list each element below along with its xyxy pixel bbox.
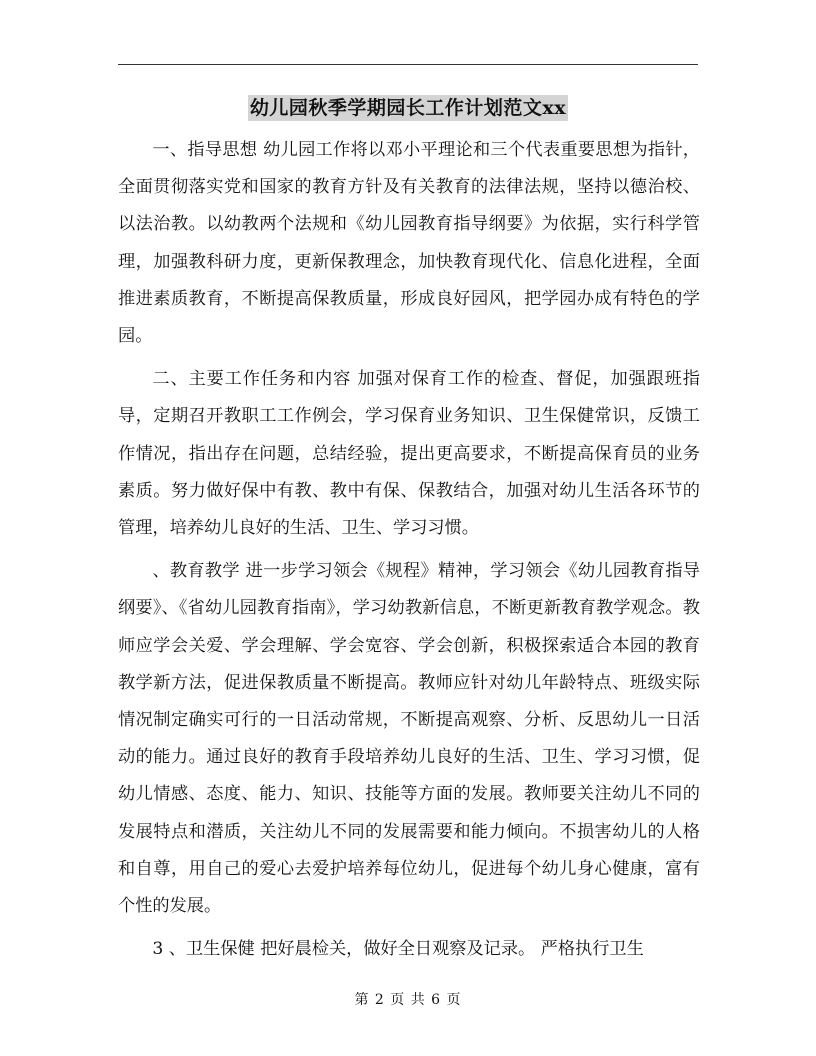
title-container (0, 95, 816, 121)
document-body (118, 132, 700, 968)
paragraph-education-teaching: 、教育教学 进一步学习领会《规程》精神，学习领会《幼儿园教育指导纲要》、《省幼儿园教育指南》，学习幼教新信息，不断更新教育教学观念。教师应学会关爱、学会理解、学会宽容、学会创新，积极探索适合本园的教育教学新方法，促进保教质量不断提高。教师应针对幼儿年龄特点、班级实际情况制定确实可行的一日活动常规，不断提高观察、分析、反思幼儿一日活动的能力。通过良好的教育手段培养幼儿良好的生活、卫生、学习习惯，促幼儿情感、态度、能力、知识、技能等方面的发展。教师要关注幼儿不同的发展特点和潜质，关注幼儿不同的发展需要和能力倾向。不损害幼儿的人格和自尊，用自己的爱心去爱护培养每位幼儿，促进每个幼儿身心健康，富有个性的发展。 (118, 561, 700, 917)
paragraph-main-tasks: 二、主要工作任务和内容 加强对保育工作的检查、督促，加强跟班指导，定期召开教职工工作例会，学习保育业务知识、卫生保健常识，反馈工作情况，指出存在问题，总结经验，提出更高要求，不断提高保育员的业务素质。努力做好保中有教、教中有保、保教结合，加强对幼儿生活各环节的管理，培养幼儿良好的生活、卫生、学习习惯。 (118, 369, 700, 539)
header-rule (118, 64, 698, 65)
page-number: 第 2 页 共 6 页 (354, 992, 462, 1008)
paragraph-health-care: 3 、卫生保健 把好晨检关，做好全日观察及记录。 严格执行卫生 (152, 939, 644, 960)
document-title: 幼儿园秋季学期园长工作计划范文xx (249, 97, 567, 119)
paragraph-guiding-ideology: 一、指导思想 幼儿园工作将以邓小平理论和三个代表重要思想为指针，全面贯彻落实党和国家的教育方针及有关教育的法律法规，坚持以德治校、以法治教。以幼教两个法规和《幼儿园教育指导纲要》为依据，实行科学管理，加强教科研力度，更新保教理念，加快教育现代化、信息化进程，全面推进素质教育，不断提高保教质量，形成良好园风，把学园办成有特色的学园。 (118, 140, 700, 347)
